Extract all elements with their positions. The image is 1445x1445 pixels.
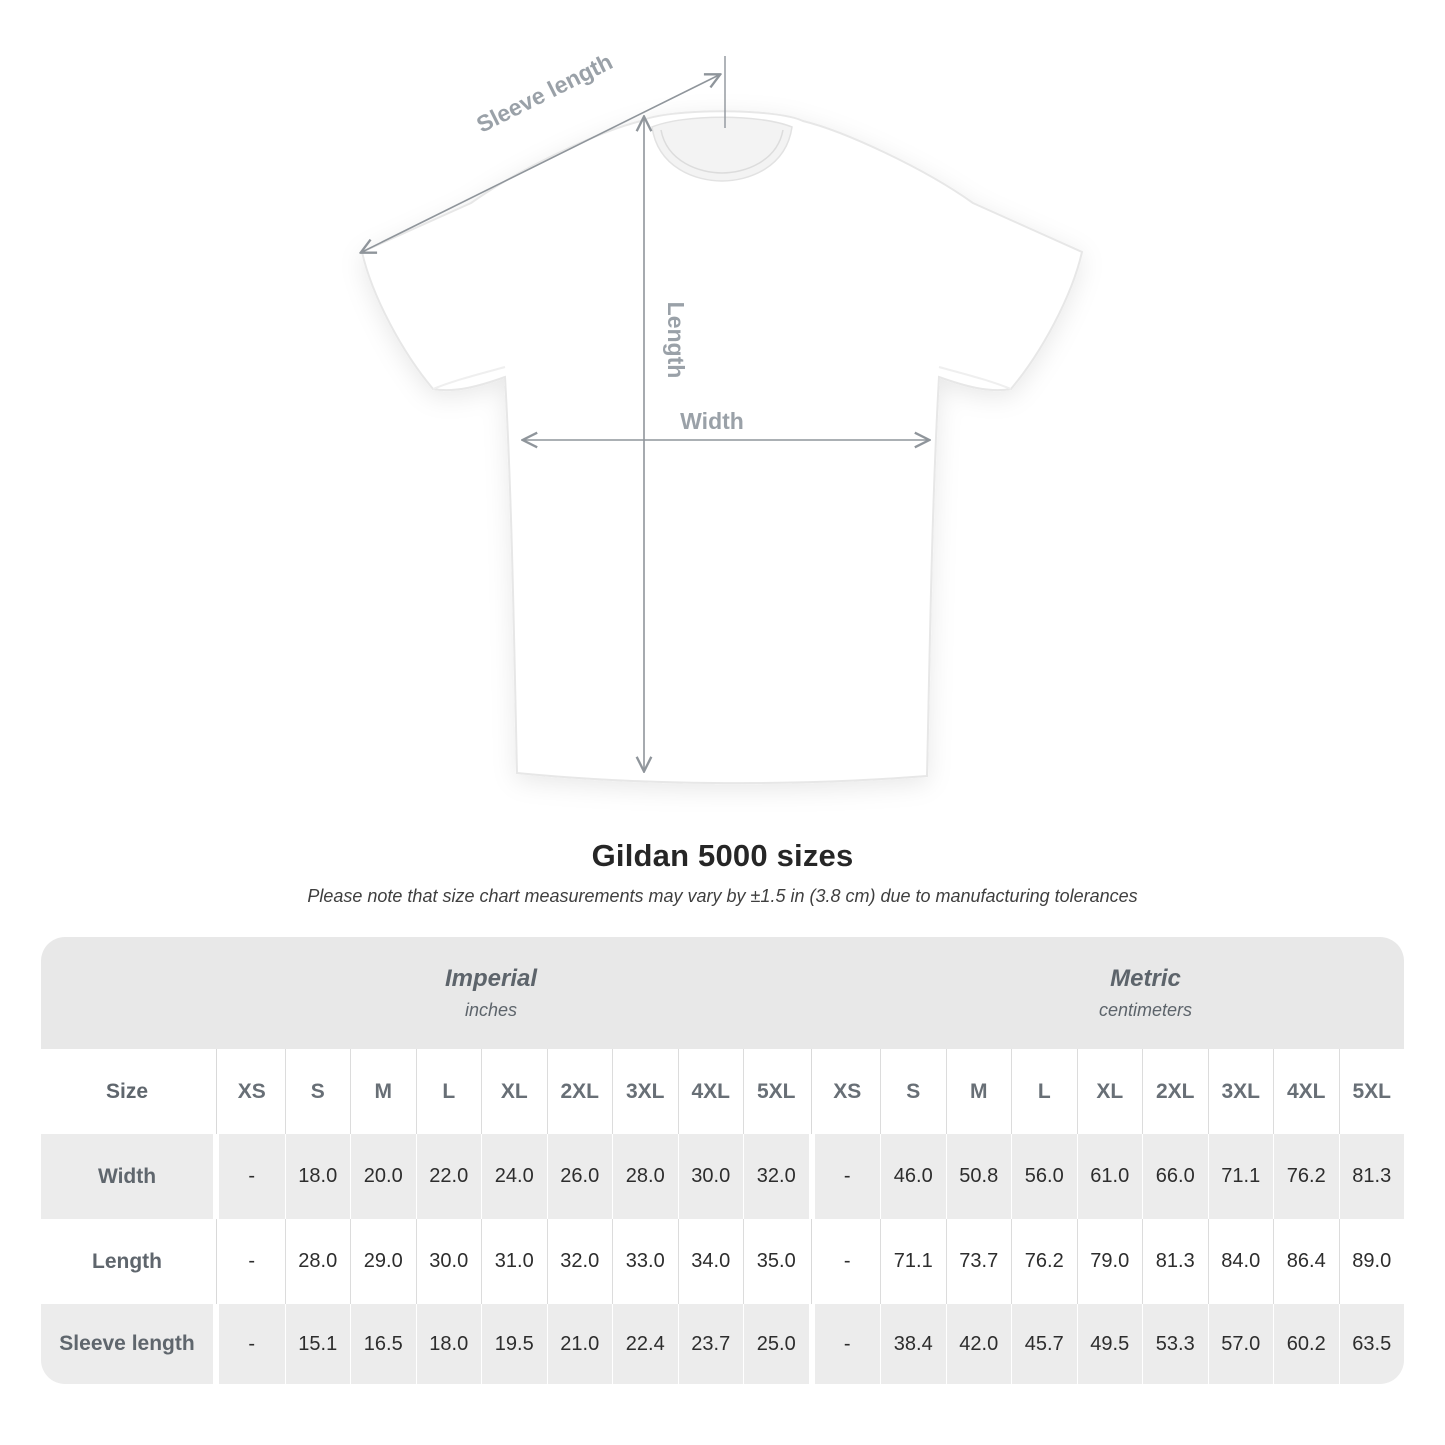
cell: 56.0 [1011, 1134, 1077, 1219]
imperial-unit: inches [464, 1000, 518, 1020]
cell: 89.0 [1339, 1219, 1405, 1304]
cell: 33.0 [612, 1219, 678, 1304]
cell: - [219, 1304, 285, 1384]
cell: - [843, 1250, 851, 1272]
cell: 38.4 [880, 1304, 946, 1384]
table-row-width [41, 1134, 1404, 1219]
table-header-row [41, 1049, 1404, 1134]
size-column-header: Size [105, 1079, 149, 1103]
cell: 18.0 [416, 1304, 482, 1384]
cell: 34.0 [678, 1219, 744, 1304]
cell: 29.0 [350, 1219, 416, 1304]
cell: 28.0 [285, 1219, 351, 1304]
cell: 28.0 [612, 1134, 678, 1219]
tolerance-note: Please note that size chart measurements may vary by ±1.5 in (3.8 cm) due to manufacturing tolerances [307, 886, 1138, 906]
unit-band [41, 937, 1404, 1049]
cell: 53.3 [1142, 1304, 1208, 1384]
width-label: Width [680, 408, 744, 434]
imperial-header-group [41, 937, 811, 1049]
size-header: M [946, 1049, 1012, 1134]
size-header: XS [237, 1079, 266, 1103]
cell: 24.0 [481, 1134, 547, 1219]
length-label: Length [663, 301, 689, 379]
cell: 84.0 [1208, 1219, 1274, 1304]
cell: 21.0 [547, 1304, 613, 1384]
cell: 26.0 [547, 1134, 613, 1219]
cell: 81.3 [1142, 1219, 1208, 1304]
row-label: Length [92, 1249, 162, 1273]
cell: 50.8 [946, 1134, 1012, 1219]
cell: 45.7 [1011, 1304, 1077, 1384]
cell: 23.7 [678, 1304, 744, 1384]
cell: 60.2 [1273, 1304, 1339, 1384]
size-header: 4XL [1273, 1049, 1339, 1134]
size-table [41, 937, 1404, 1384]
cell: 22.0 [416, 1134, 482, 1219]
cell: 30.0 [416, 1219, 482, 1304]
cell: 25.0 [743, 1304, 809, 1384]
cell: 35.0 [743, 1219, 809, 1304]
cell: 76.2 [1011, 1219, 1077, 1304]
cell: 57.0 [1208, 1304, 1274, 1384]
size-header: 2XL [547, 1049, 613, 1134]
cell: 32.0 [547, 1219, 613, 1304]
cell: 31.0 [481, 1219, 547, 1304]
cell: 18.0 [285, 1134, 351, 1219]
cell: 32.0 [743, 1134, 809, 1219]
cell: - [219, 1134, 285, 1219]
cell: - [815, 1304, 881, 1384]
imperial-header: Imperial [444, 965, 538, 992]
size-header: 3XL [612, 1049, 678, 1134]
cell: 61.0 [1077, 1134, 1143, 1219]
row-label: Width [41, 1134, 213, 1219]
cell: 71.1 [1208, 1134, 1274, 1219]
size-header: 5XL [1339, 1049, 1405, 1134]
cell: 86.4 [1273, 1219, 1339, 1304]
cell: 81.3 [1339, 1134, 1405, 1219]
row-label: Sleeve length [41, 1304, 213, 1384]
metric-header-group [811, 937, 1404, 1049]
cell: 71.1 [880, 1219, 946, 1304]
cell: 30.0 [678, 1134, 744, 1219]
cell: 79.0 [1077, 1219, 1143, 1304]
title-block [0, 838, 1445, 907]
size-header: XS [833, 1079, 862, 1103]
cell: 66.0 [1142, 1134, 1208, 1219]
cell: 16.5 [350, 1304, 416, 1384]
metric-unit: centimeters [1098, 1000, 1193, 1020]
size-header: L [416, 1049, 482, 1134]
cell: 42.0 [946, 1304, 1012, 1384]
cell: 49.5 [1077, 1304, 1143, 1384]
cell: 15.1 [285, 1304, 351, 1384]
page-title: Gildan 5000 sizes [591, 838, 854, 873]
cell: 46.0 [880, 1134, 946, 1219]
table-row-length [41, 1219, 1404, 1304]
table-row-sleeve-length [41, 1304, 1404, 1384]
size-header: 3XL [1208, 1049, 1274, 1134]
size-header: S [880, 1049, 946, 1134]
metric-header: Metric [1110, 965, 1181, 992]
cell: - [248, 1250, 256, 1272]
cell: 19.5 [481, 1304, 547, 1384]
cell: 73.7 [946, 1219, 1012, 1304]
cell: 20.0 [350, 1134, 416, 1219]
cell: 76.2 [1273, 1134, 1339, 1219]
cell: 63.5 [1339, 1304, 1405, 1384]
size-header: XL [481, 1049, 547, 1134]
size-header: XL [1077, 1049, 1143, 1134]
size-header: 4XL [678, 1049, 744, 1134]
tshirt-illustration [362, 111, 1082, 783]
sleeve-length-label: Sleeve length [472, 48, 617, 138]
size-header: 2XL [1142, 1049, 1208, 1134]
size-header: L [1011, 1049, 1077, 1134]
cell: - [815, 1134, 881, 1219]
size-header: 5XL [743, 1049, 809, 1134]
cell: 22.4 [612, 1304, 678, 1384]
size-header: M [350, 1049, 416, 1134]
size-header: S [285, 1049, 351, 1134]
